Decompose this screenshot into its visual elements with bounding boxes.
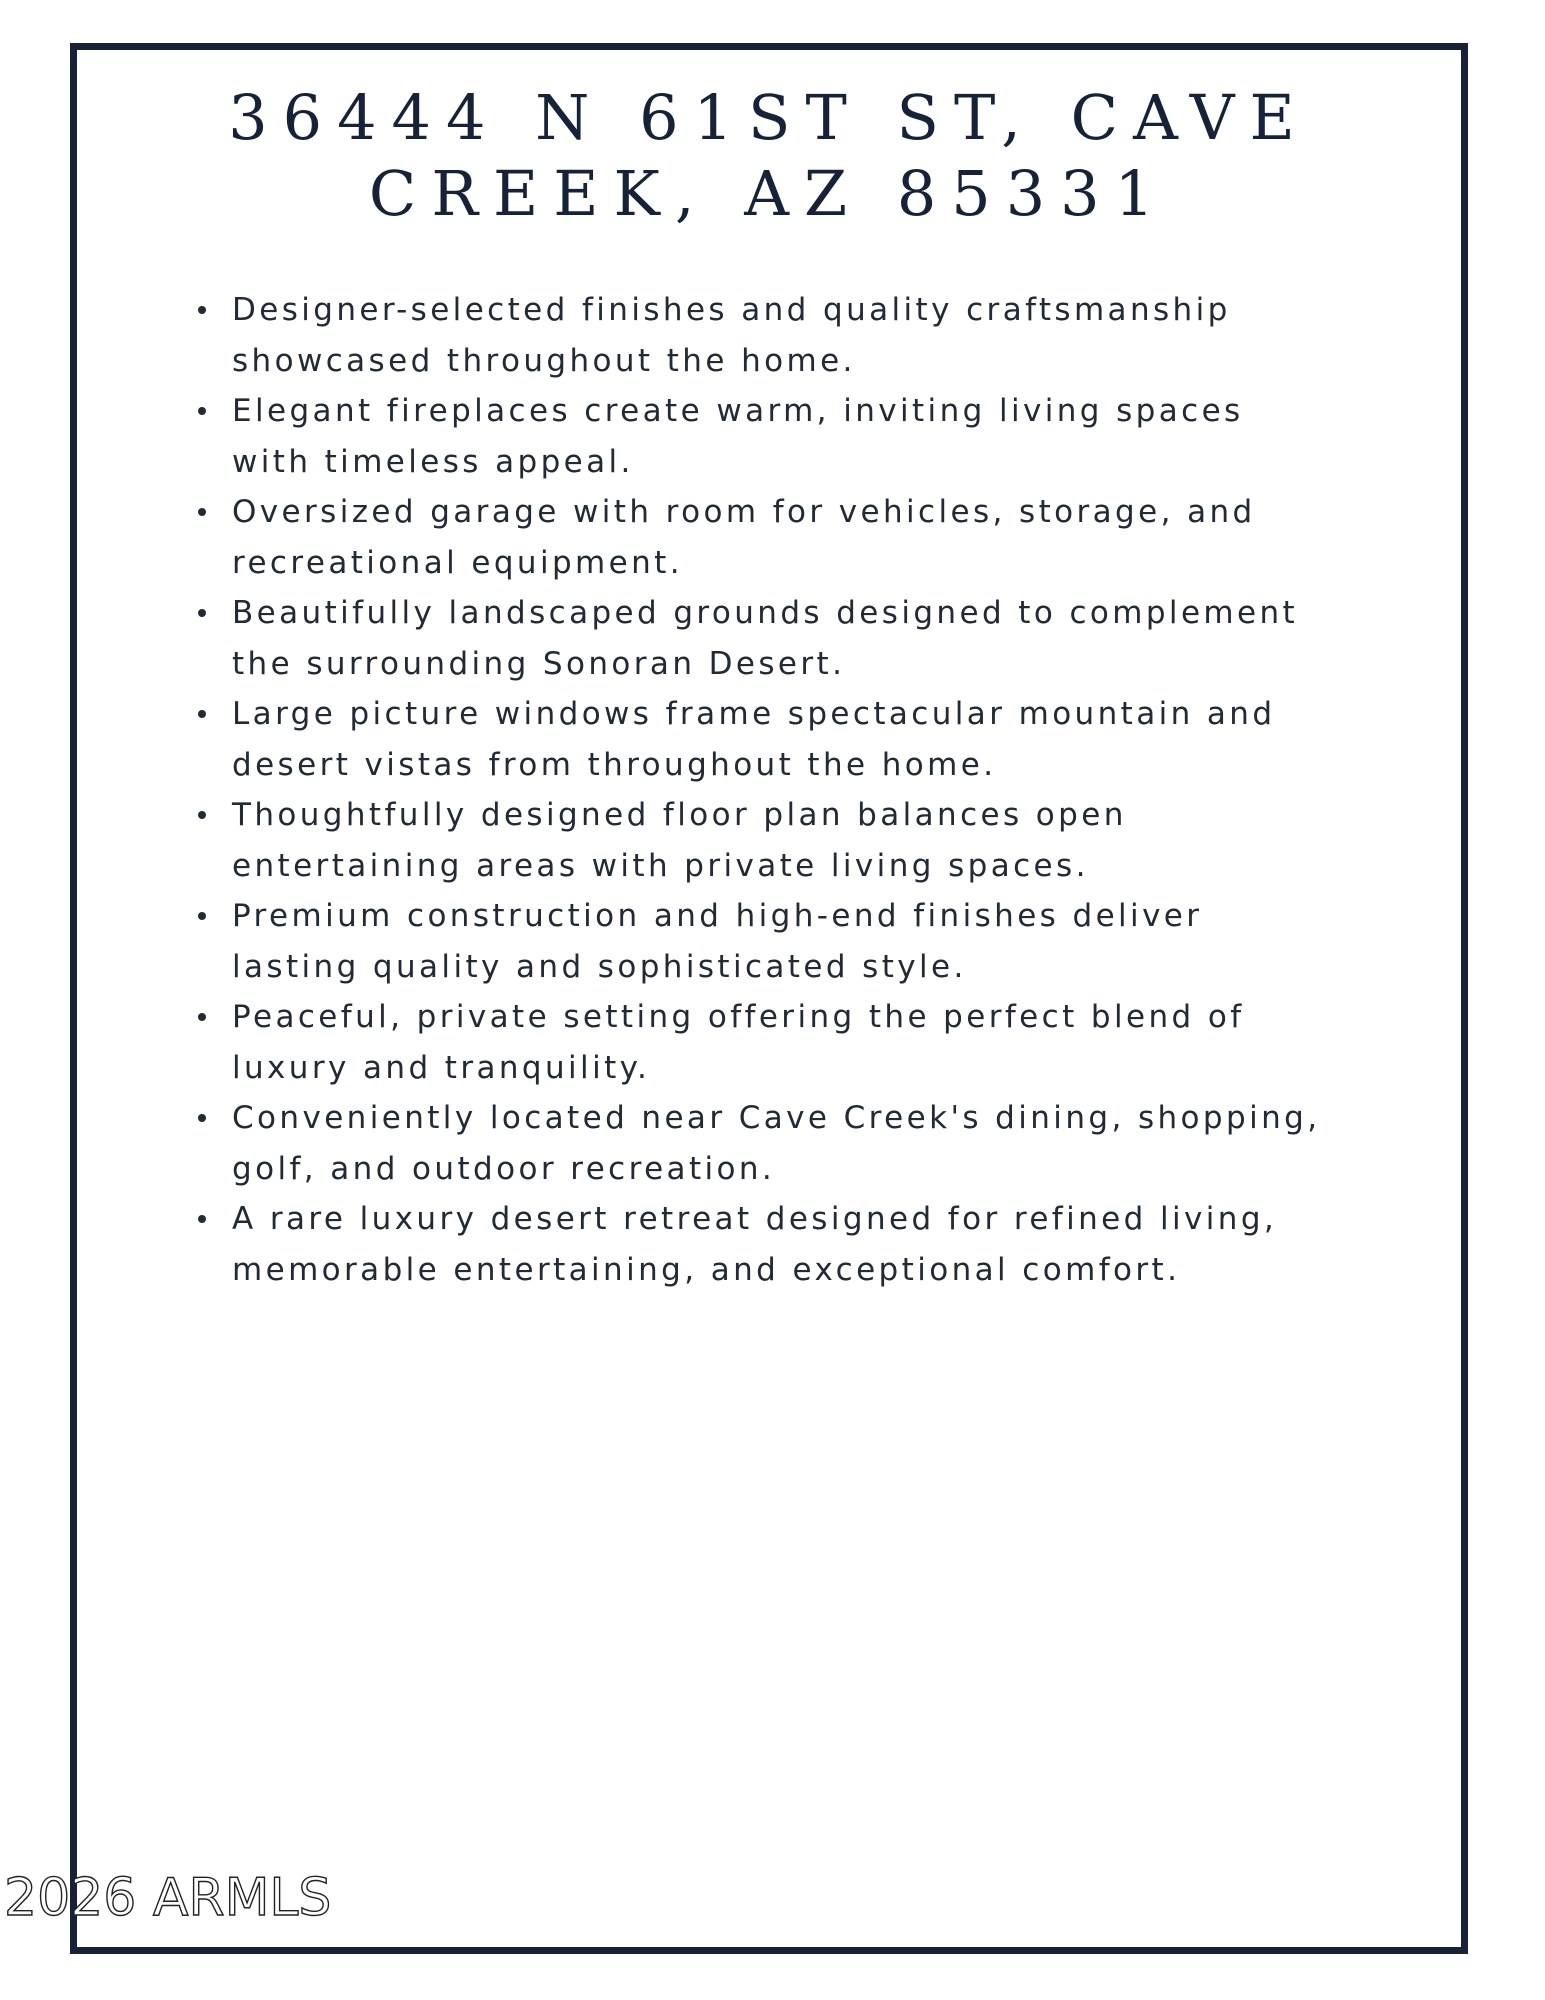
feature-item xyxy=(190,1093,1390,1194)
bullet-icon xyxy=(198,912,206,920)
bullet-icon xyxy=(198,306,206,314)
feature-item xyxy=(190,790,1390,891)
feature-line: Elegant fireplaces create warm, inviting living spaces xyxy=(232,393,1244,429)
bullet-icon xyxy=(198,1114,206,1122)
feature-line: Beautifully landscaped grounds designed to complement xyxy=(232,595,1299,631)
bullet-icon xyxy=(198,811,206,819)
feature-line: with timeless appeal. xyxy=(232,443,634,480)
feature-line: Thoughtfully designed floor plan balances open xyxy=(232,797,1127,833)
feature-line: Oversized garage with room for vehicles, storage, and xyxy=(232,494,1256,530)
feature-line: lasting quality and sophisticated style. xyxy=(232,948,967,985)
feature-line: A rare luxury desert retreat designed for refined living, xyxy=(232,1201,1278,1237)
feature-item xyxy=(190,992,1390,1093)
feature-item xyxy=(190,1194,1390,1295)
property-address-title xyxy=(70,80,1468,232)
feature-line: entertaining areas with private living spaces. xyxy=(232,847,1089,884)
feature-line: recreational equipment. xyxy=(232,544,683,581)
bullet-icon xyxy=(198,1215,206,1223)
feature-line: the surrounding Sonoran Desert. xyxy=(232,645,846,682)
feature-line: desert vistas from throughout the home. xyxy=(232,746,997,783)
address-line-2: CREEK, AZ 85331 xyxy=(368,157,1170,230)
feature-line: Conveniently located near Cave Creek's dining, shopping, xyxy=(232,1100,1321,1136)
bullet-icon xyxy=(198,407,206,415)
feature-line: Premium construction and high-end finishes deliver xyxy=(232,898,1203,934)
feature-item xyxy=(190,285,1390,386)
feature-line: Designer-selected finishes and quality craftsmanship xyxy=(232,292,1231,328)
address-line-1: 36444 N 61ST ST, CAVE xyxy=(228,81,1310,154)
feature-line: memorable entertaining, and exceptional comfort. xyxy=(232,1251,1181,1288)
feature-item xyxy=(190,588,1390,689)
feature-item xyxy=(190,386,1390,487)
feature-item xyxy=(190,487,1390,588)
feature-list xyxy=(190,285,1390,1295)
copyright-watermark: 2026 ARMLS xyxy=(4,1868,332,1928)
feature-line: Large picture windows frame spectacular mountain and xyxy=(232,696,1276,732)
feature-line: luxury and tranquility. xyxy=(232,1049,651,1086)
feature-line: Peaceful, private setting offering the perfect blend of xyxy=(232,999,1245,1035)
feature-line: showcased throughout the home. xyxy=(232,342,856,379)
feature-item xyxy=(190,689,1390,790)
feature-line: golf, and outdoor recreation. xyxy=(232,1150,776,1187)
bullet-icon xyxy=(198,710,206,718)
feature-item xyxy=(190,891,1390,992)
bullet-icon xyxy=(198,609,206,617)
bullet-icon xyxy=(198,1013,206,1021)
bullet-icon xyxy=(198,508,206,516)
